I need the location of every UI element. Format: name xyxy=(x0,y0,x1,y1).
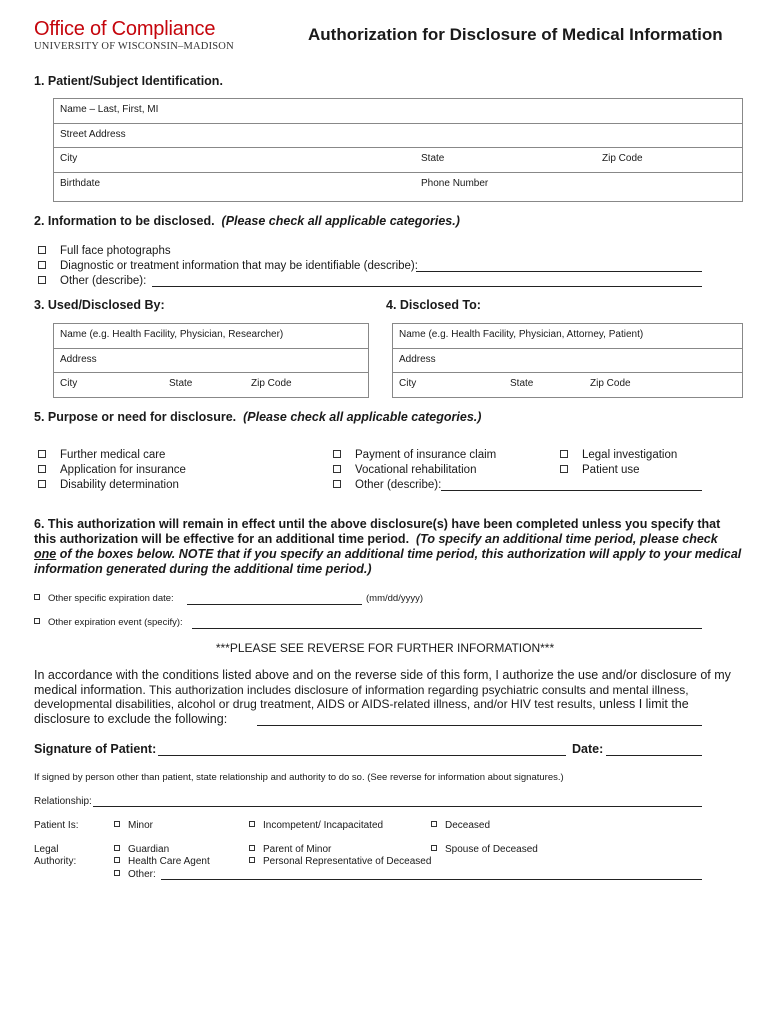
state-label: State xyxy=(421,153,445,164)
city-label: City xyxy=(60,153,78,164)
expiration-event-option[interactable]: Other expiration event (specify): xyxy=(34,617,183,628)
consent-line4: disclosure to exclude the following: xyxy=(34,712,228,726)
birthdate-label: Birthdate xyxy=(60,178,101,189)
section1-heading: 1. Patient/Subject Identification. xyxy=(34,74,223,88)
checkbox[interactable] xyxy=(431,845,437,851)
to-city-row[interactable] xyxy=(393,373,742,398)
by-state-label: State xyxy=(169,378,193,389)
section5-heading xyxy=(34,410,481,424)
patient-id-table xyxy=(53,98,743,202)
street-row[interactable] xyxy=(54,124,742,148)
checkbox[interactable] xyxy=(38,261,46,269)
legal-authority-label-1: Legal xyxy=(34,844,59,855)
checkbox[interactable] xyxy=(38,450,46,458)
section4-heading: 4. Disclosed To: xyxy=(386,298,481,312)
checkbox[interactable] xyxy=(114,857,120,863)
reverse-notice: ***PLEASE SEE REVERSE FOR FURTHER INFORMATION*** xyxy=(215,641,555,655)
date-label: Date: xyxy=(572,742,604,756)
authority-other-line[interactable] xyxy=(161,879,702,880)
signature-note: If signed by person other than patient, state relationship and authority to do so. (See reverse for information about signatures.) xyxy=(34,772,564,783)
consent-line3: developmental disabilities, alcohol or drug treatment, AIDS or AIDS-related illness, and/or HIV test results, unless I limit the xyxy=(34,697,689,711)
checkbox[interactable] xyxy=(249,857,255,863)
by-zip-label: Zip Code xyxy=(251,378,292,389)
section2-note: (Please check all applicable categories.) xyxy=(221,214,460,228)
authority-parent-option[interactable]: Parent of Minor xyxy=(249,844,331,855)
purpose-insurance-app[interactable]: Application for insurance xyxy=(38,464,186,476)
section2-heading xyxy=(34,214,460,228)
street-label: Street Address xyxy=(60,129,126,140)
by-address-label: Address xyxy=(60,354,97,365)
authority-guardian-option[interactable]: Guardian xyxy=(114,844,169,855)
authority-other-option[interactable]: Other: xyxy=(114,869,156,880)
consent-line2: medical information. This authorization includes disclosure of information regarding psychiatric consults and mental illness, xyxy=(34,683,689,697)
patient-name-row[interactable] xyxy=(54,99,742,124)
other-describe-line[interactable] xyxy=(152,286,702,287)
section5-note: (Please check all applicable categories.) xyxy=(243,410,482,424)
to-address-label: Address xyxy=(399,354,436,365)
section6-line4: information generated during the additional time period.) xyxy=(34,562,372,576)
to-zip-label: Zip Code xyxy=(590,378,631,389)
expiration-event-line[interactable] xyxy=(192,628,702,629)
checkbox[interactable] xyxy=(249,845,255,851)
purpose-other[interactable]: Other (describe): xyxy=(333,479,441,491)
disclosed-to-table xyxy=(392,323,743,398)
purpose-payment[interactable]: Payment of insurance claim xyxy=(333,449,496,461)
section6-line1: 6. This authorization will remain in effect until the above disclosure(s) have been completed unless you specify that xyxy=(34,517,721,531)
relationship-line[interactable] xyxy=(93,806,702,807)
section2-title: 2. Information to be disclosed. xyxy=(34,214,215,228)
logo-subtitle: UNIVERSITY OF WISCONSIN–MADISON xyxy=(34,41,234,52)
to-city-label: City xyxy=(399,378,417,389)
checkbox[interactable] xyxy=(560,450,568,458)
to-state-label: State xyxy=(510,378,534,389)
signature-label: Signature of Patient: xyxy=(34,742,157,756)
checkbox[interactable] xyxy=(34,618,40,624)
authority-agent-option[interactable]: Health Care Agent xyxy=(114,856,210,867)
checkbox[interactable] xyxy=(333,465,341,473)
checkbox[interactable] xyxy=(38,480,46,488)
patient-name-label: Name – Last, First, MI xyxy=(60,104,159,115)
to-name-row[interactable] xyxy=(393,324,742,349)
purpose-medical-care[interactable]: Further medical care xyxy=(38,449,165,461)
signature-line[interactable] xyxy=(158,755,566,756)
relationship-label: Relationship: xyxy=(34,796,92,807)
by-city-label: City xyxy=(60,378,78,389)
logo-title: Office of Compliance xyxy=(34,18,216,40)
authority-representative-option[interactable]: Personal Representative of Deceased xyxy=(249,856,431,867)
by-name-label: Name (e.g. Health Facility, Physician, Researcher) xyxy=(60,329,284,340)
by-name-row[interactable] xyxy=(54,324,368,349)
checkbox[interactable] xyxy=(114,845,120,851)
patient-is-label: Patient Is: xyxy=(34,820,79,831)
purpose-disability[interactable]: Disability determination xyxy=(38,479,179,491)
checkbox[interactable] xyxy=(38,276,46,284)
to-address-row[interactable] xyxy=(393,349,742,373)
section6-line2: this authorization will be effective for an additional time period. (To specify an additional time period, please check xyxy=(34,532,718,546)
checkbox[interactable] xyxy=(38,246,46,254)
info-item-diagnostic[interactable]: Diagnostic or treatment information that may be identifiable (describe): xyxy=(38,260,418,272)
checkbox[interactable] xyxy=(560,465,568,473)
signature-date-line[interactable] xyxy=(606,755,702,756)
section3-heading: 3. Used/Disclosed By: xyxy=(34,298,165,312)
checkbox[interactable] xyxy=(333,480,341,488)
checkbox[interactable] xyxy=(249,821,255,827)
section6-line3: one of the boxes below. NOTE that if you specify an additional time period, this authorization will apply to your medical xyxy=(34,547,742,561)
city-row[interactable] xyxy=(54,148,742,173)
by-city-row[interactable] xyxy=(54,373,368,398)
checkbox[interactable] xyxy=(114,821,120,827)
info-item-photos[interactable]: Full face photographs xyxy=(38,245,171,257)
checkbox[interactable] xyxy=(333,450,341,458)
section5-title: 5. Purpose or need for disclosure. xyxy=(34,410,237,424)
by-address-row[interactable] xyxy=(54,349,368,373)
info-item-other[interactable]: Other (describe): xyxy=(38,275,146,287)
birthdate-row[interactable] xyxy=(54,173,742,202)
consent-line1: In accordance with the conditions listed above and on the reverse side of this form, I authorize the use and/or disclosure of my xyxy=(34,668,731,682)
zip-label: Zip Code xyxy=(602,153,643,164)
authority-spouse-option[interactable]: Spouse of Deceased xyxy=(431,844,538,855)
purpose-patient-use[interactable]: Patient use xyxy=(560,464,640,476)
patient-deceased-option[interactable]: Deceased xyxy=(431,820,490,831)
exclusion-line[interactable] xyxy=(257,725,702,726)
checkbox[interactable] xyxy=(431,821,437,827)
expiration-date-option[interactable]: Other specific expiration date: xyxy=(34,593,174,604)
to-name-label: Name (e.g. Health Facility, Physician, Attorney, Patient) xyxy=(399,329,644,340)
patient-minor-option[interactable]: Minor xyxy=(114,820,153,831)
date-format-hint: (mm/dd/yyyy) xyxy=(366,593,423,604)
expiration-date-line[interactable] xyxy=(187,604,362,605)
checkbox[interactable] xyxy=(114,870,120,876)
disclosed-by-table xyxy=(53,323,369,398)
purpose-other-line[interactable] xyxy=(441,490,702,491)
diagnostic-describe-line[interactable] xyxy=(416,271,702,272)
purpose-vocational[interactable]: Vocational rehabilitation xyxy=(333,464,476,476)
patient-incompetent-option[interactable]: Incompetent/ Incapacitated xyxy=(249,820,383,831)
checkbox[interactable] xyxy=(34,594,40,600)
checkbox[interactable] xyxy=(38,465,46,473)
legal-authority-label-2: Authority: xyxy=(34,856,77,867)
purpose-legal[interactable]: Legal investigation xyxy=(560,449,677,461)
phone-label: Phone Number xyxy=(421,178,489,189)
form-title: Authorization for Disclosure of Medical Information xyxy=(308,25,723,44)
